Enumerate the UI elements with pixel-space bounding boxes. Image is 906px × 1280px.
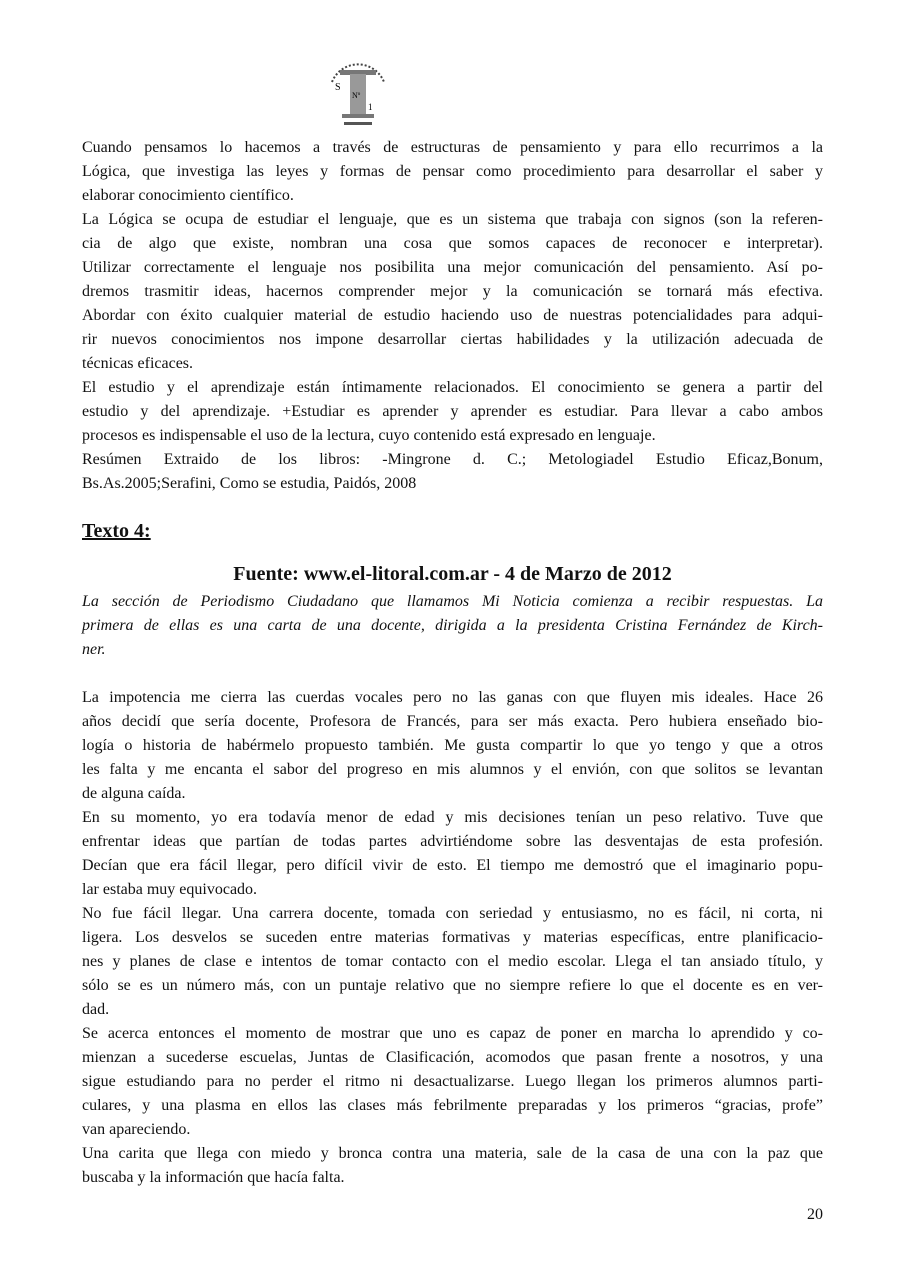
text-line: lar estaba muy equivocado. [82, 881, 258, 898]
section-title: Texto 4: [82, 520, 151, 542]
paragraph [82, 1022, 823, 1142]
paragraph [82, 208, 823, 376]
text-line: estudio y del aprendizaje. +Estudiar es aprender y aprender es estudiar. Para llevar a cabo ambos [82, 403, 823, 420]
text-line: Utilizar correctamente el lenguaje nos posibilita una mejor comunicación del pensamiento. Así po- [82, 259, 823, 276]
paragraph [82, 376, 823, 448]
text-line: Abordar con éxito cualquier material de estudio haciendo uso de nuestras potencialidades para adqui- [82, 307, 823, 324]
text-line: La Lógica se ocupa de estudiar el lenguaje, que es un sistema que trabaja con signos (son la referen- [82, 211, 823, 228]
intro-text [82, 136, 823, 496]
text-line: Se acerca entonces el momento de mostrar que uno es capaz de poner en marcha lo aprendido y co- [82, 1025, 823, 1042]
text-line: Decían que era fácil llegar, pero difícil vivir de esto. El tiempo me demostró que el imaginario popu- [82, 857, 823, 874]
text-line: No fue fácil llegar. Una carrera docente, tomada con seriedad y entusiasmo, no es fácil, ni corta, ni [82, 905, 823, 922]
letter-body [82, 686, 823, 1190]
text-line: Cuando pensamos lo hacemos a través de estructuras de pensamiento y para ello recurrimos a la [82, 139, 823, 156]
paragraph [82, 448, 823, 496]
text-line: La impotencia me cierra las cuerdas vocales pero no las ganas con que fluyen mis ideales. Hace 26 [82, 689, 823, 706]
text-line: rir nuevos conocimientos nos impone desarrollar ciertas habilidades y la utilización adecuada de [82, 331, 823, 348]
text-line: Lógica, que investiga las leyes y formas de pensar como procedimiento para desarrollar el saber y [82, 163, 823, 180]
text-line: elaborar conocimiento científico. [82, 187, 294, 204]
text-line: cia de algo que existe, nombran una cosa que somos capaces de reconocer e interpretar). [82, 235, 823, 252]
text-line: procesos es indispensable el uso de la lectura, cuyo contenido está expresado en lenguaje. [82, 427, 656, 444]
svg-text:1: 1 [368, 102, 373, 112]
text-line: Resúmen Extraido de los libros: -Mingrone d. C.; Metologiadel Estudio Eficaz,Bonum, [82, 451, 823, 468]
text-line: mienzan a sucederse escuelas, Juntas de Clasificación, acomodos que pasan frente a nosotros, y una [82, 1049, 823, 1066]
source-heading: Fuente: www.el-litoral.com.ar - 4 de Marzo de 2012 [233, 563, 672, 585]
text-line: enfrentar ideas que partían de todas partes advirtiéndome sobre las desventajas de esta profesión. [82, 833, 823, 850]
paragraph [82, 806, 823, 902]
paragraph [82, 686, 823, 806]
text-line: sigue estudiando para no perder el ritmo ni desactualizarse. Luego llegan los primeros alumnos parti- [82, 1073, 823, 1090]
text-line: ner. [82, 641, 106, 658]
text-line: dad. [82, 1001, 110, 1018]
text-line: nes y planes de clase e intentos de tomar contacto con el medio escolar. Llega el tan ansiado título, y [82, 953, 823, 970]
text-line: técnicas eficaces. [82, 355, 194, 372]
svg-text:Nº: Nº [352, 91, 361, 100]
text-line: buscaba y la información que hacía falta. [82, 1169, 345, 1186]
text-line: La sección de Periodismo Ciudadano que llamamos Mi Noticia comienza a recibir respuestas. La [82, 593, 823, 610]
text-line: primera de ellas es una carta de una docente, dirigida a la presidenta Cristina Fernández de Kirch- [82, 617, 823, 634]
text-line: logía o historia de habérmelo propuesto también. Me gusta compartir lo que yo tengo y que a otros [82, 737, 823, 754]
lead-text [82, 590, 823, 662]
svg-text:S: S [335, 82, 341, 93]
text-line: van apareciendo. [82, 1121, 191, 1138]
page-number: 20 [807, 1206, 823, 1223]
paragraph [82, 1142, 823, 1190]
text-line: de alguna caída. [82, 785, 186, 802]
paragraph [82, 136, 823, 208]
text-line: En su momento, yo era todavía menor de edad y mis decisiones tenían un peso relativo. Tuve que [82, 809, 823, 826]
paragraph [82, 902, 823, 1022]
text-line: les falta y me encanta el sabor del progreso en mis alumnos y el envión, con que solitos se levantan [82, 761, 823, 778]
text-line: El estudio y el aprendizaje están íntimamente relacionados. El conocimiento se genera a partir del [82, 379, 823, 396]
text-line: ligera. Los desvelos se suceden entre materias formativas y materias específicas, entre planificacio- [82, 929, 823, 946]
text-line: Bs.As.2005;Serafini, Como se estudia, Paidós, 2008 [82, 475, 417, 492]
text-line: culares, y una plasma en ellos las clases más febrilmente preparadas y los primeros “gracias, profe” [82, 1097, 823, 1114]
text-line: dremos trasmitir ideas, hacernos comprender mejor y la comunicación se tornará más efectiva. [82, 283, 823, 300]
text-line: Una carita que llega con miedo y bronca contra una materia, sale de la casa de una con la paz que [82, 1145, 823, 1162]
text-line: sólo se es un número más, con un puntaje relativo que no siempre refiere lo que el docente es en ver- [82, 977, 823, 994]
school-logo [326, 52, 390, 128]
text-line: años decidí que sería docente, Profesora de Francés, para ser más exacta. Pero hubiera enseñado bio- [82, 713, 823, 730]
paragraph [82, 590, 823, 662]
